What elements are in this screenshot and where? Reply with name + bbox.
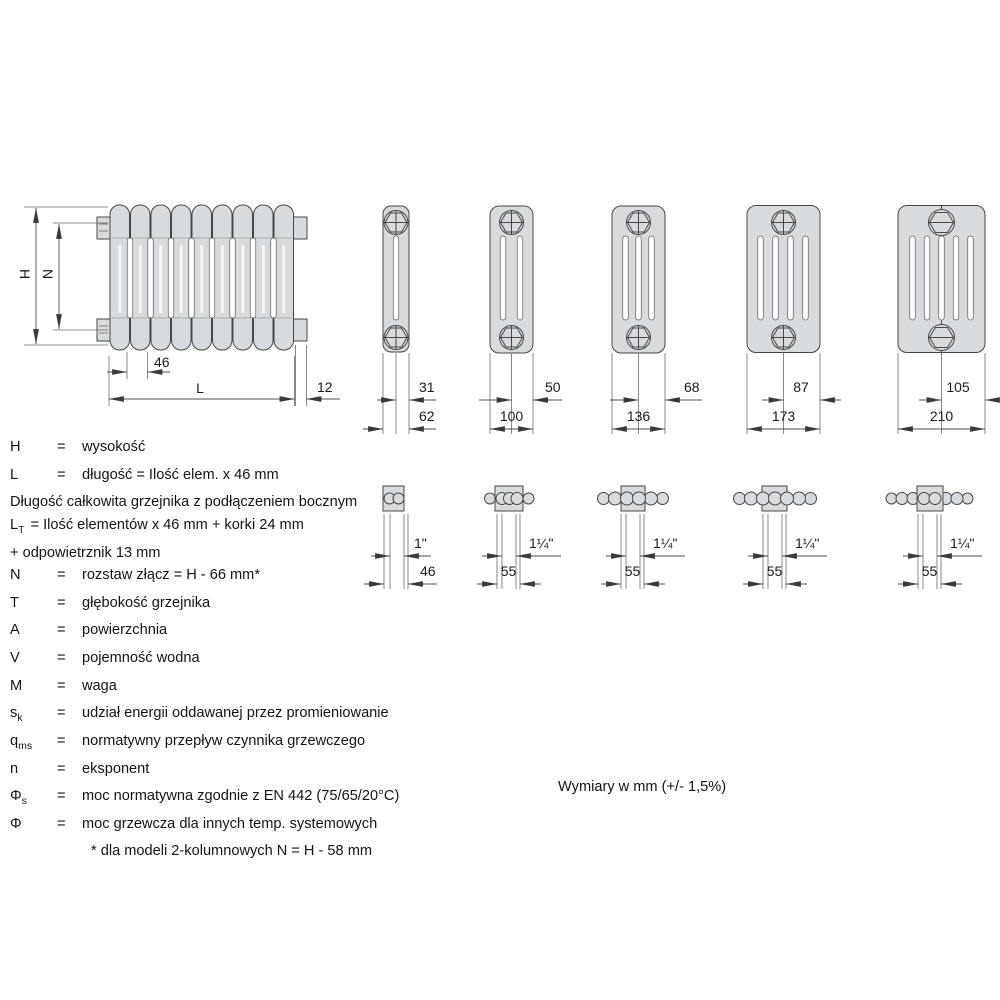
dimensions-tolerance-note: Wymiary w mm (+/- 1,5%) <box>558 779 727 795</box>
top-view-4col <box>598 486 686 589</box>
legend-row-N: N = rozstaw złącz = H - 66 mm* <box>10 567 261 584</box>
legend-note-vent: + odpowietrznik 13 mm <box>10 544 161 561</box>
legend-note-total-length: Długość całkowita grzejnika z podłączeniem bocznym <box>10 494 358 511</box>
cross-section-4col <box>610 206 702 434</box>
dim-label-136: 136 <box>626 408 651 424</box>
dim-label-L: L <box>196 380 204 396</box>
dim-label-46: 46 <box>420 563 436 579</box>
dim-label-55: 55 <box>500 563 517 579</box>
legend-row-n: n = eksponent <box>10 760 150 777</box>
plug-top-right <box>294 217 308 239</box>
legend <box>10 436 500 863</box>
legend-row-phi: Φ = moc grzewcza dla innych temp. systemowych <box>10 815 378 832</box>
legend-row-A: A = powierzchnia <box>10 622 168 639</box>
legend-row-T: T = głębokość grzejnika <box>10 594 211 611</box>
dim-label-210: 210 <box>929 408 954 424</box>
top-view-6col <box>886 486 982 589</box>
dim-label-55: 55 <box>766 563 783 579</box>
dim-label-conn: 1¼" <box>950 535 975 551</box>
dim-label-68: 68 <box>684 379 700 395</box>
dim-label-100: 100 <box>499 408 524 424</box>
dim-label-55: 55 <box>921 563 938 579</box>
dim-label-55: 55 <box>624 563 641 579</box>
legend-row-L: L = długość = Ilość elem. x 46 mm <box>10 466 279 483</box>
cross-section-6col <box>898 206 999 435</box>
legend-footnote: * dla modeli 2-kolumnowych N = H - 58 mm <box>91 843 373 860</box>
dim-label-conn: 1¼" <box>529 535 554 551</box>
dim-label-173: 173 <box>771 408 796 424</box>
cross-section-2col <box>363 206 436 434</box>
dim-label-62: 62 <box>419 408 435 424</box>
cross-section-3col <box>479 206 562 434</box>
legend-row-qms: $q_{ms}$ = normatywny przepływ czynnika grzewczego <box>10 732 366 752</box>
front-view-diagram <box>17 205 340 406</box>
cross-section-5col <box>747 206 841 435</box>
legend-row-H: H = wysokość <box>10 439 146 455</box>
legend-row-M: M = waga <box>10 677 117 694</box>
dim-label-conn: 1¼" <box>795 535 820 551</box>
plug-top-left <box>97 217 111 239</box>
legend-row-V: V = pojemność wodna <box>10 650 200 667</box>
legend-note-lt: $L_T$ = Ilość elementów x 46 mm + korki 24 mm <box>10 516 304 536</box>
plug-bottom-right <box>294 319 308 341</box>
dim-label-87: 87 <box>793 379 809 395</box>
dim-label-N: N <box>40 268 56 280</box>
dim-label-H: H <box>17 268 33 280</box>
dim-label-46-pitch: 46 <box>154 354 170 370</box>
top-view-5col <box>734 486 828 589</box>
dim-label-105: 105 <box>946 379 970 395</box>
dim-label-50: 50 <box>545 379 561 395</box>
dim-label-conn-1in: 1" <box>414 535 427 551</box>
legend-row-sk: $s_k$ = udział energii oddawanej przez promieniowanie <box>10 705 389 725</box>
dim-label-12: 12 <box>317 379 333 395</box>
dim-label-conn: 1¼" <box>653 535 678 551</box>
dim-label-31: 31 <box>419 379 435 395</box>
legend-row-phi-s: $\Phi_s$ = moc normatywna zgodnie z EN 442 (75/65/20°C) <box>10 788 400 808</box>
